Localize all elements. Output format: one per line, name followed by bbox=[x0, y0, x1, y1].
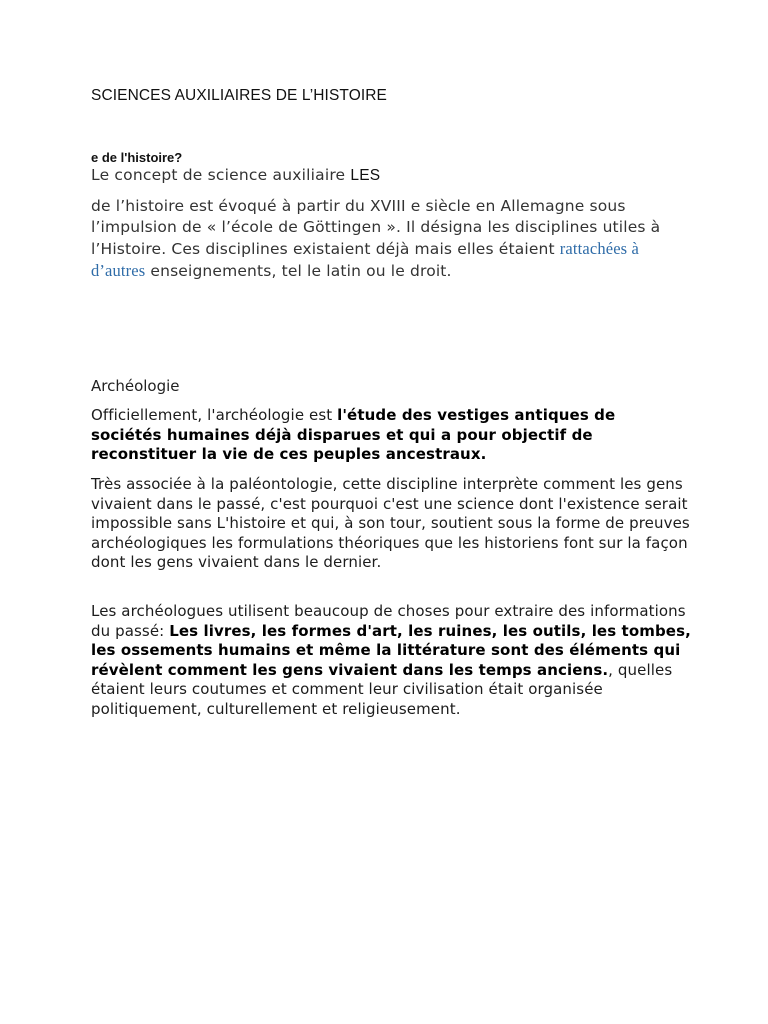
paragraph-paleontology: Très associée à la paléontologie, cette discipline interprète comment les gens vivaient dans le passé, c'est pourquoi c'est une science dont l'existence serait impossible sans L'histoire et qui, à son tour, soutient sous la forme de preuves archéologiques les formulations théoriques que les historiens font sur la façon dont les gens vivaient dans le dernier. bbox=[91, 475, 690, 571]
paragraph-definition-plain: Officiellement, l'archéologie est bbox=[91, 406, 338, 424]
concept-tail: LES bbox=[350, 167, 381, 184]
concept-line bbox=[91, 166, 380, 185]
intro-text-before: de l’histoire est évoqué à partir du XVIII e siècle en Allemagne sous l’impulsion de « l’école de Göttingen ». Il désigna les disciplines utiles à l’Histoire. Ces disciplines existaient déjà mais elles étaient bbox=[91, 197, 661, 258]
intro-text-after: enseignements, tel le latin ou le droit. bbox=[145, 262, 452, 280]
paragraph-sources-plain-before: Les archéologues utilisent beaucoup de choses pour extraire des informations du passé: bbox=[91, 602, 686, 640]
intro-paragraph bbox=[91, 196, 691, 282]
subheading: e de l'histoire? bbox=[91, 150, 183, 165]
document-title: SCIENCES AUXILIAIRES DE L’HISTOIRE bbox=[91, 87, 387, 104]
concept-text: Le concept de science auxiliaire bbox=[91, 166, 351, 184]
paragraph-sources-bold: Les livres, les formes d'art, les ruines, les outils, les tombes, les ossements humains et même la littérature sont des éléments qui révèlent comment les gens vivaient dans les temps anciens. bbox=[91, 621, 691, 679]
paragraph-definition bbox=[91, 406, 691, 465]
paragraph-sources bbox=[91, 602, 691, 719]
section-heading-archeologie: Archéologie bbox=[91, 377, 180, 395]
paragraph-sources-plain-after: , quelles étaient leurs coutumes et comment leur civilisation était organisée politiquement, culturellement et religieusement. bbox=[91, 660, 673, 718]
paragraph-definition-bold: l'étude des vestiges antiques de sociétés humaines déjà disparues et qui a pour objectif de reconstituer la vie de ces peuples ancestraux. bbox=[91, 406, 616, 463]
intro-link[interactable]: rattachées à d’autres bbox=[91, 239, 639, 280]
